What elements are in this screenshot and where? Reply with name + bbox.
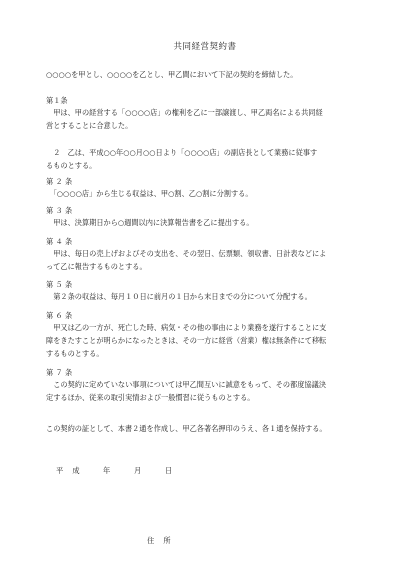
article-3-line-1: 甲は、決算期日から○週間以内に決算報告書を乙に提出する。 — [46, 218, 254, 227]
article-6-line-3: するものとする。 — [46, 349, 104, 358]
article-5-line-1: 第２条の収益は、毎月１０日に前月の１日から末日までの分について分配する。 — [46, 292, 312, 301]
article-4-line-1: 甲は、毎日の売上げおよびその支出を、その翌日、伝票類、領収書、日計表などによ — [46, 249, 327, 258]
article-1-line-5: るものとする。 — [46, 161, 97, 170]
address-label: 住 所 — [147, 536, 172, 545]
article-1-line-2: 営とすることに合意した。 — [46, 121, 133, 130]
date-year: 年 — [103, 466, 112, 475]
article-3-heading: 第 ３ 条 — [46, 206, 73, 215]
article-2-heading: 第 ２ 条 — [46, 177, 73, 186]
article-6-line-1: 甲又は乙の一方が、死亡した時、病気・その他の事由により業務を遂行することに支 — [46, 323, 327, 332]
article-7-line-1: この契約に定めていない事項については甲乙間互いに誠意をもって、その都度協議決 — [46, 380, 327, 389]
date-day: 日 — [165, 466, 174, 475]
article-7-heading: 第 ７ 条 — [46, 368, 73, 377]
article-1-line-1: 甲は、甲の経営する「○○○○店」の権利を乙に一部譲渡し、甲乙両名による共同経 — [46, 108, 323, 117]
article-1-heading: 第１条 — [46, 96, 68, 105]
article-1-line-4: ２ 乙は、平成○○年○○月○○日より「○○○○店」の副店長として業務に従事す — [46, 148, 318, 157]
article-7-line-2: 定するほか、従来の取引実情および一般慣習に従うものとする。 — [46, 393, 255, 402]
article-5-heading: 第 ５ 条 — [46, 280, 73, 289]
intro-paragraph: ○○○○を甲とし、○○○○を乙とし、甲乙間において下記の契約を締結した。 — [46, 70, 298, 79]
article-4-line-2: って乙に報告するものとする。 — [46, 262, 147, 271]
closing-paragraph: この契約の証として、本書２通を作成し、甲乙各著名押印のうえ、各１通を保持する。 — [46, 424, 327, 433]
date-month: 月 — [134, 466, 143, 475]
article-2-line-1: 「○○○○店」から生じる収益は、甲○割、乙○割に分割する。 — [46, 189, 253, 198]
date-era: 平 成 — [56, 466, 81, 475]
article-6-line-2: 障をきたすことが明らかになったときは、その一方に経営（営業）権は無条件にて移転 — [46, 336, 327, 345]
article-4-heading: 第 ４ 条 — [46, 237, 73, 246]
article-6-heading: 第 ６ 条 — [46, 311, 73, 320]
document-title: 共同経営契約書 — [173, 42, 237, 52]
